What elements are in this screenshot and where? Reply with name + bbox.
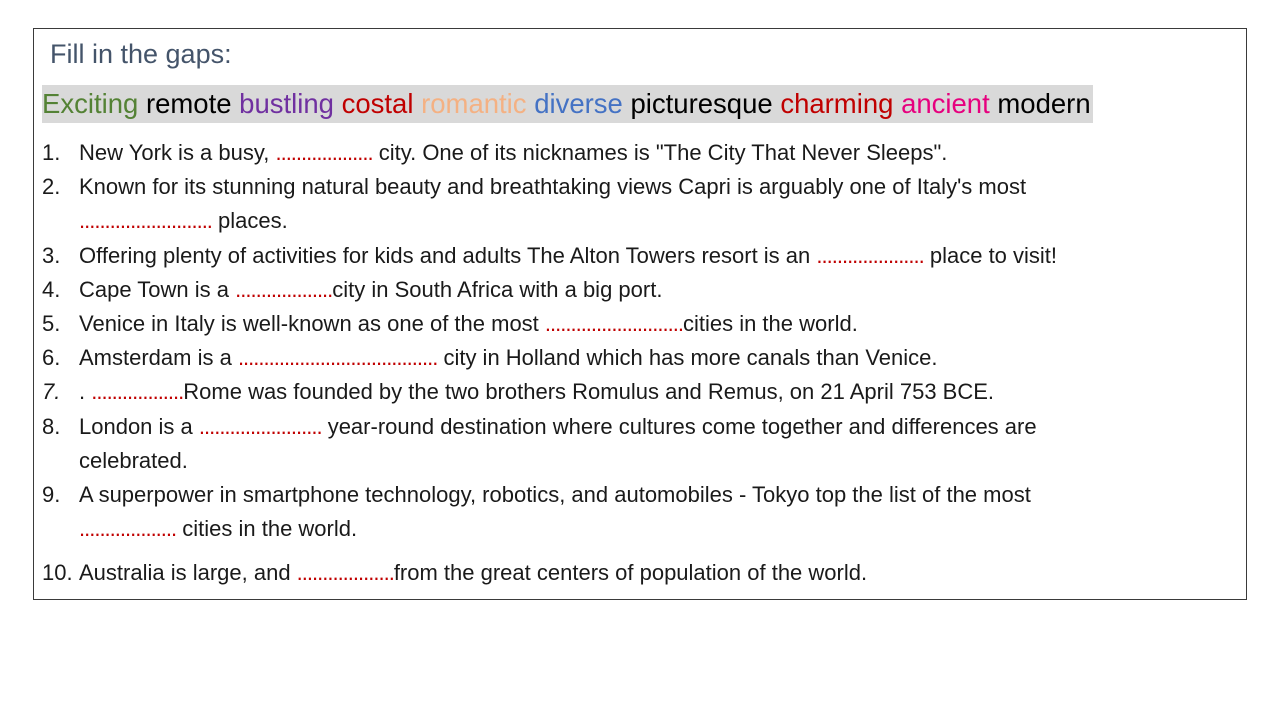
- exercise-number: 4.: [42, 276, 61, 302]
- word-bank-word: Exciting: [42, 88, 139, 119]
- exercise-number: 9.: [42, 482, 61, 508]
- sentence-text: cities in the world.: [176, 516, 358, 542]
- worksheet-heading: Fill in the gaps:: [50, 39, 232, 69]
- exercise-number: 3.: [42, 242, 61, 268]
- exercise-text-line: [79, 444, 1242, 478]
- exercise-number: 6.: [42, 345, 61, 371]
- answer-blank[interactable]: ........................: [198, 413, 322, 439]
- exercise-text-line: [79, 410, 1242, 444]
- exercise-text-line: [79, 204, 1242, 238]
- sentence-text: celebrated.: [79, 447, 188, 473]
- word-bank-word: costal: [341, 88, 414, 119]
- worksheet-box: [33, 28, 1247, 600]
- exercise-item: [42, 341, 1242, 375]
- sentence-text: Known for its stunning natural beauty and breathtaking views Capri is arguably one of Italy's most: [79, 174, 1027, 200]
- word-bank-word: picturesque: [630, 88, 773, 119]
- answer-blank[interactable]: ...................: [79, 516, 177, 542]
- exercise-item: [42, 410, 1242, 478]
- sentence-text: from the great centers of population of the world.: [393, 560, 868, 586]
- exercise-text-line: [79, 307, 1242, 341]
- sentence-text: London is a: [79, 413, 199, 439]
- sentence-text: cities in the world.: [682, 311, 858, 337]
- sentence-text: A superpower in smartphone technology, robotics, and automobiles - Tokyo top the list of the most: [79, 482, 1031, 508]
- exercise-text-line: [79, 273, 1242, 307]
- word-bank-word: diverse: [534, 88, 623, 119]
- exercise-number: 8.: [42, 413, 61, 439]
- sentence-text: Offering plenty of activities for kids and adults The Alton Towers resort is an: [79, 242, 817, 268]
- answer-blank[interactable]: ..........................: [79, 208, 212, 234]
- answer-blank[interactable]: ...................: [275, 140, 373, 165]
- exercise-number: 10.: [42, 560, 73, 586]
- sentence-text: New York is a busy,: [79, 140, 276, 165]
- exercise-number: 2.: [42, 174, 61, 200]
- word-bank-word: remote: [145, 88, 232, 119]
- exercise-text-line: [79, 170, 1242, 204]
- word-bank-word: ancient: [901, 88, 990, 119]
- sentence-text: year-round destination where cultures come together and differences are: [321, 413, 1037, 439]
- exercise-item: [42, 170, 1242, 238]
- exercise-item: [42, 307, 1242, 341]
- answer-blank[interactable]: .....................: [816, 242, 924, 268]
- sentence-text: city in Holland which has more canals than Venice.: [437, 345, 938, 371]
- sentence-text: Rome was founded by the two brothers Romulus and Remus, on 21 April 753 BCE.: [183, 379, 995, 405]
- exercise-item: [42, 239, 1242, 273]
- answer-blank[interactable]: ...................: [296, 560, 394, 586]
- exercise-text-line: [79, 512, 1242, 546]
- sentence-text: Venice in Italy is well-known as one of the most: [79, 311, 545, 337]
- exercise-item: [42, 273, 1242, 307]
- sentence-text: city in South Africa with a big port.: [332, 276, 663, 302]
- sentence-text: Australia is large, and: [79, 560, 297, 586]
- exercise-number: 7.: [42, 379, 61, 405]
- answer-blank[interactable]: ...................: [235, 276, 333, 302]
- word-bank: [42, 85, 1093, 123]
- word-bank-word: bustling: [239, 88, 334, 119]
- sentence-text: .: [79, 379, 92, 405]
- exercise-text-line: [79, 239, 1242, 273]
- exercise-text-line: [79, 375, 1242, 409]
- sentence-text: Amsterdam is a: [79, 345, 238, 371]
- word-bank-word: modern: [997, 88, 1091, 119]
- exercise-number: 5.: [42, 311, 61, 337]
- exercise-item: [42, 478, 1242, 546]
- exercise-text-line: [79, 341, 1242, 375]
- exercise-number: 1.: [42, 140, 61, 165]
- exercise-text-line: [79, 556, 1242, 590]
- exercise-item: [42, 556, 1242, 590]
- word-bank-word: charming: [780, 88, 894, 119]
- sentence-text: Cape Town is a: [79, 276, 236, 302]
- exercise-text-line: [79, 136, 1242, 170]
- answer-blank[interactable]: .......................................: [237, 345, 438, 371]
- exercise-text-line: [79, 478, 1242, 512]
- answer-blank[interactable]: ..................: [91, 379, 184, 405]
- sentence-text: place to visit!: [923, 242, 1058, 268]
- word-bank-word: romantic: [421, 88, 527, 119]
- exercise-list: [42, 136, 1242, 591]
- exercise-item: [42, 136, 1242, 170]
- sentence-text: places.: [211, 208, 288, 234]
- sentence-text: city. One of its nicknames is "The City That Never Sleeps".: [372, 140, 948, 165]
- answer-blank[interactable]: ...........................: [544, 311, 683, 337]
- exercise-item: [42, 375, 1242, 409]
